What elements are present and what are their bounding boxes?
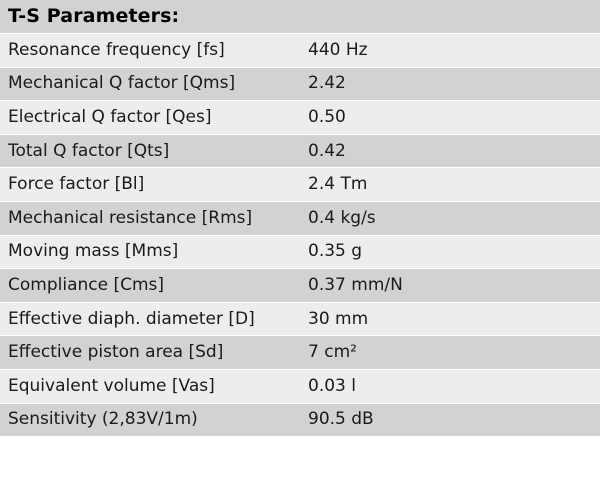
parameter-value: 440 Hz bbox=[300, 34, 600, 68]
parameter-label: Force factor [Bl] bbox=[0, 168, 300, 202]
parameter-value: 2.4 Tm bbox=[300, 168, 600, 202]
parameter-label: Moving mass [Mms] bbox=[0, 235, 300, 269]
table-row bbox=[0, 403, 600, 437]
parameter-label: Resonance frequency [fs] bbox=[0, 34, 300, 68]
table-row bbox=[0, 336, 600, 370]
parameter-label: Mechanical resistance [Rms] bbox=[0, 202, 300, 236]
parameter-value: 0.35 g bbox=[300, 235, 600, 269]
parameter-label: Total Q factor [Qts] bbox=[0, 134, 300, 168]
parameter-label: Mechanical Q factor [Qms] bbox=[0, 67, 300, 101]
parameter-value: 90.5 dB bbox=[300, 403, 600, 437]
parameter-value: 0.03 l bbox=[300, 370, 600, 404]
page-title: T-S Parameters: bbox=[0, 0, 600, 34]
parameter-value: 0.50 bbox=[300, 101, 600, 135]
table-row bbox=[0, 370, 600, 404]
table-row bbox=[0, 34, 600, 68]
parameter-value: 0.37 mm/N bbox=[300, 269, 600, 303]
parameter-value: 7 cm² bbox=[300, 336, 600, 370]
parameter-value: 30 mm bbox=[300, 302, 600, 336]
parameter-label: Effective piston area [Sd] bbox=[0, 336, 300, 370]
table-row bbox=[0, 67, 600, 101]
table-row bbox=[0, 302, 600, 336]
table-row bbox=[0, 202, 600, 236]
parameter-value: 0.4 kg/s bbox=[300, 202, 600, 236]
parameter-label: Effective diaph. diameter [D] bbox=[0, 302, 300, 336]
parameter-label: Equivalent volume [Vas] bbox=[0, 370, 300, 404]
parameter-value: 2.42 bbox=[300, 67, 600, 101]
table-row bbox=[0, 235, 600, 269]
table-row bbox=[0, 168, 600, 202]
parameter-value: 0.42 bbox=[300, 134, 600, 168]
parameter-label: Compliance [Cms] bbox=[0, 269, 300, 303]
table-row bbox=[0, 101, 600, 135]
table-title-row bbox=[0, 0, 600, 34]
parameter-label: Sensitivity (2,83V/1m) bbox=[0, 403, 300, 437]
table-row bbox=[0, 269, 600, 303]
table-row bbox=[0, 134, 600, 168]
parameter-label: Electrical Q factor [Qes] bbox=[0, 101, 300, 135]
